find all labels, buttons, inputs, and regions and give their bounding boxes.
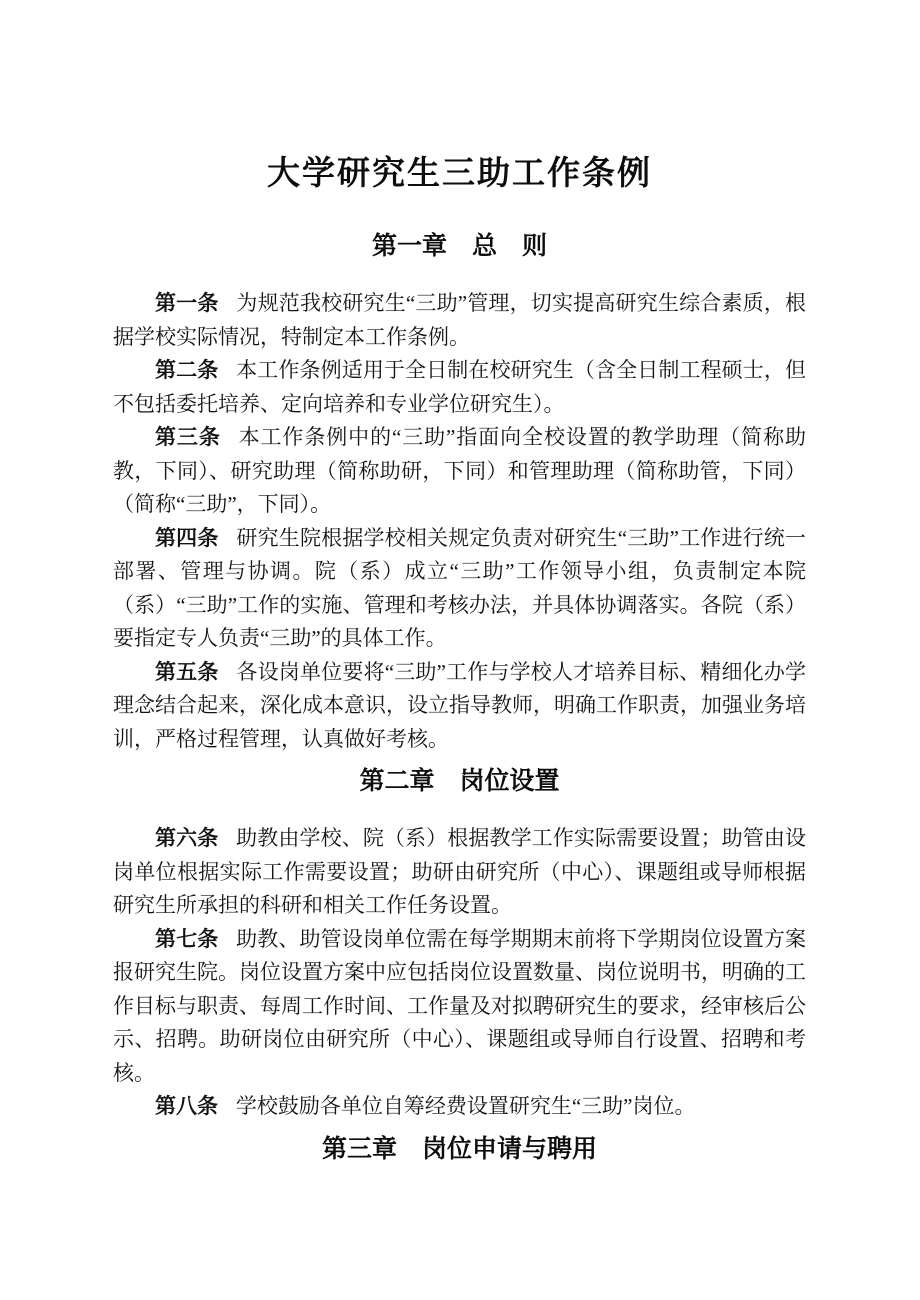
article-text: 各设岗单位要将“三助”工作与学校人才培养目标、精细化办学理念结合起来，深化成本意识，设立指导教师，明确工作职责，加强业务培训，严格过程管理，认真做好考核。 xyxy=(113,659,807,751)
chapter-heading: 第二章 岗位设置 xyxy=(359,768,560,796)
article-number-label: 第六条 xyxy=(155,826,219,851)
chapter-heading: 第一章 总 则 xyxy=(371,233,547,261)
article-number-label: 第二条 xyxy=(155,358,219,383)
article-text: 为规范我校研究生“三助”管理，切实提高研究生综合素质，根据学校实际情况，特制定本工作条例。 xyxy=(113,291,807,349)
article-paragraph xyxy=(113,421,806,522)
article-paragraph xyxy=(113,1090,806,1124)
article-paragraph xyxy=(113,354,806,421)
article-number-label: 第八条 xyxy=(155,1094,218,1119)
article-text: 学校鼓励各单位自筹经费设置研究生“三助”岗位。 xyxy=(235,1094,696,1119)
article-number-label: 第一条 xyxy=(155,291,219,316)
article-text: 助教由学校、院（系）根据教学工作实际需要设置；助管由设岗单位根据实际工作需要设置；助研由研究所（中心）、课题组或导师根据研究生所承担的科研和相关工作任务设置。 xyxy=(113,826,806,918)
article-text: 研究生院根据学校相关规定负责对研究生“三助”工作进行统一部署、管理与协调。院（系）成立“三助”工作领导小组，负责制定本院（系）“三助”工作的实施、管理和考核办法，并具体协调落实。各院（系）要指定专人负责“三助”的具体工作。 xyxy=(113,525,807,651)
article-number-label: 第七条 xyxy=(155,926,219,951)
chapter-heading: 第三章 岗位申请与聘用 xyxy=(321,1135,597,1163)
article-text: 本工作条例适用于全日制在校研究生（含全日制工程硕士，但不包括委托培养、定向培养和专业学位研究生）。 xyxy=(113,358,806,416)
article-paragraph xyxy=(113,287,806,354)
article-paragraph xyxy=(113,822,806,923)
article-paragraph xyxy=(113,656,806,757)
article-paragraph xyxy=(113,923,806,1091)
document-title: 大学研究生三助工作条例 xyxy=(267,154,652,191)
article-text: 本工作条例中的“三助”指面向全校设置的教学助理（简称助教，下同）、研究助理（简称助研，下同）和管理助理（简称助管，下同）（简称“三助”，下同）。 xyxy=(113,425,807,517)
article-number-label: 第四条 xyxy=(155,525,219,550)
article-text: 助教、助管设岗单位需在每学期期末前将下学期岗位设置方案报研究生院。岗位设置方案中应包括岗位设置数量、岗位说明书，明确的工作目标与职责、每周工作时间、工作量及对拟聘研究生的要求，经审核后公示、招聘。助研岗位由研究所（中心）、课题组或导师自行设置、招聘和考核。 xyxy=(113,926,806,1085)
article-paragraph xyxy=(113,522,806,656)
article-number-label: 第三条 xyxy=(155,425,221,450)
document-body xyxy=(113,231,806,1166)
article-number-label: 第五条 xyxy=(155,659,219,684)
